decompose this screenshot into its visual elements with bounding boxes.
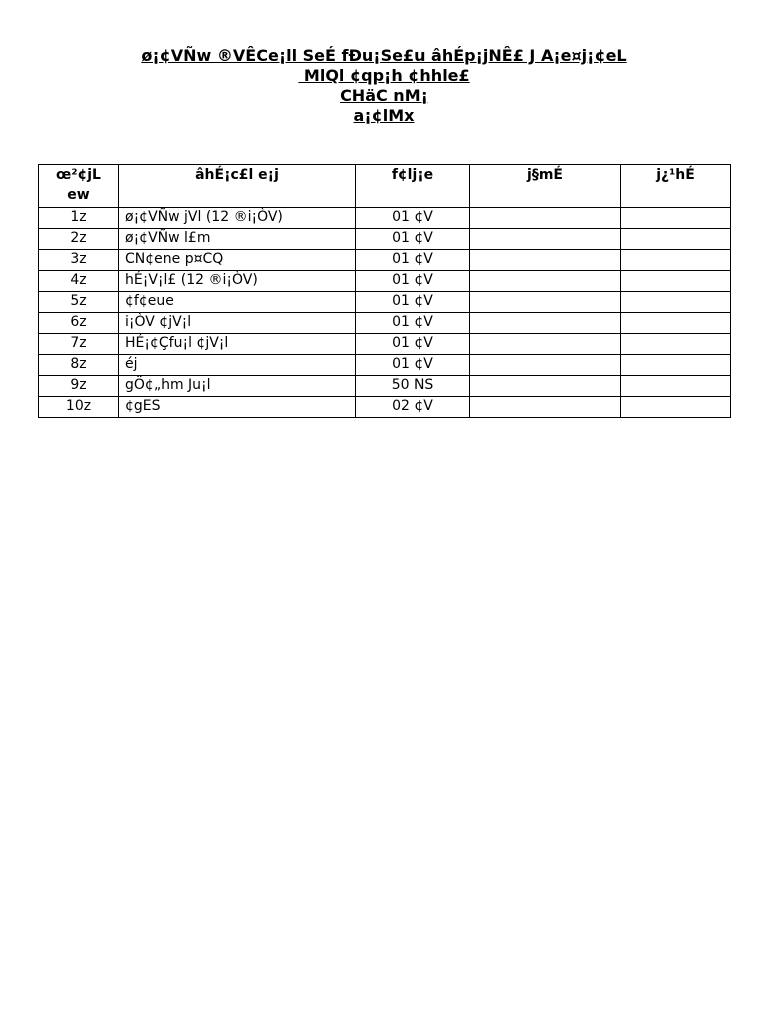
cell-serial: 1z (39, 208, 119, 229)
cell-price (470, 334, 621, 355)
cell-remarks (621, 208, 731, 229)
cell-quantity: 01 ¢V (356, 334, 470, 355)
cell-price (470, 292, 621, 313)
header-remarks: j¿¹hÉ (621, 165, 731, 208)
cell-item-name: ¢f¢eue (119, 292, 356, 313)
cell-quantity: 01 ¢V (356, 313, 470, 334)
table-row (39, 250, 731, 271)
cell-price (470, 250, 621, 271)
table-row (39, 355, 731, 376)
title-line-1-text: ø¡¢VÑw ®VÊCe¡ll SeÉ fÐu¡Se£u âhÉp¡jNÊ£ J A¡e¤j¡¢eL (141, 46, 627, 65)
cell-quantity: 02 ¢V (356, 397, 470, 418)
cell-serial: 5z (39, 292, 119, 313)
cell-remarks (621, 271, 731, 292)
header-serial: œ²¢jL ew (39, 165, 119, 208)
items-table (38, 164, 731, 418)
table-row (39, 397, 731, 418)
cell-price (470, 376, 621, 397)
cell-item-name: HÉ¡¢Çfu¡l ¢jV¡l (119, 334, 356, 355)
table-body (39, 208, 731, 418)
cell-item-name: ø¡¢VÑw l£m (119, 229, 356, 250)
title-line-2 (0, 66, 768, 86)
cell-remarks (621, 292, 731, 313)
title-line-3 (0, 86, 768, 106)
table-row (39, 229, 731, 250)
table-row (39, 376, 731, 397)
cell-quantity: 50 NS (356, 376, 470, 397)
cell-item-name: ø¡¢VÑw jVl (12 ®i¡ÒV) (119, 208, 356, 229)
cell-quantity: 01 ¢V (356, 229, 470, 250)
cell-price (470, 271, 621, 292)
cell-serial: 9z (39, 376, 119, 397)
cell-remarks (621, 250, 731, 271)
cell-quantity: 01 ¢V (356, 208, 470, 229)
cell-serial: 10z (39, 397, 119, 418)
cell-quantity: 01 ¢V (356, 271, 470, 292)
cell-quantity: 01 ¢V (356, 250, 470, 271)
cell-price (470, 208, 621, 229)
table-row (39, 334, 731, 355)
title-line-2-text: MlQl ¢qp¡h ¢hhle£ (298, 66, 470, 85)
table-row (39, 271, 731, 292)
cell-quantity: 01 ¢V (356, 292, 470, 313)
cell-item-name: hÉ¡V¡l£ (12 ®i¡ÒV) (119, 271, 356, 292)
cell-item-name: éj (119, 355, 356, 376)
cell-serial: 7z (39, 334, 119, 355)
table-row (39, 208, 731, 229)
cell-item-name: gÖ¢„hm Ju¡l (119, 376, 356, 397)
table-row (39, 313, 731, 334)
header-price: j§mÉ (470, 165, 621, 208)
cell-price (470, 397, 621, 418)
cell-remarks (621, 397, 731, 418)
title-line-1 (0, 46, 768, 66)
title-line-4-text: a¡¢lMx (353, 106, 415, 125)
table-header-row (39, 165, 731, 208)
cell-serial: 6z (39, 313, 119, 334)
cell-price (470, 355, 621, 376)
cell-quantity: 01 ¢V (356, 355, 470, 376)
cell-remarks (621, 229, 731, 250)
cell-serial: 8z (39, 355, 119, 376)
cell-serial: 4z (39, 271, 119, 292)
cell-remarks (621, 313, 731, 334)
title-line-3-text: CHäC nM¡ (340, 86, 428, 105)
cell-item-name: ¢gES (119, 397, 356, 418)
cell-remarks (621, 334, 731, 355)
cell-remarks (621, 376, 731, 397)
cell-remarks (621, 355, 731, 376)
header-item-name: âhÉ¡c£l e¡j (119, 165, 356, 208)
table-row (39, 292, 731, 313)
cell-serial: 2z (39, 229, 119, 250)
document-title (0, 46, 768, 126)
cell-item-name: i¡ÒV ¢jV¡l (119, 313, 356, 334)
cell-price (470, 313, 621, 334)
cell-item-name: CN¢ene p¤CQ (119, 250, 356, 271)
header-quantity: f¢lj¡e (356, 165, 470, 208)
cell-serial: 3z (39, 250, 119, 271)
title-line-4 (0, 106, 768, 126)
cell-price (470, 229, 621, 250)
